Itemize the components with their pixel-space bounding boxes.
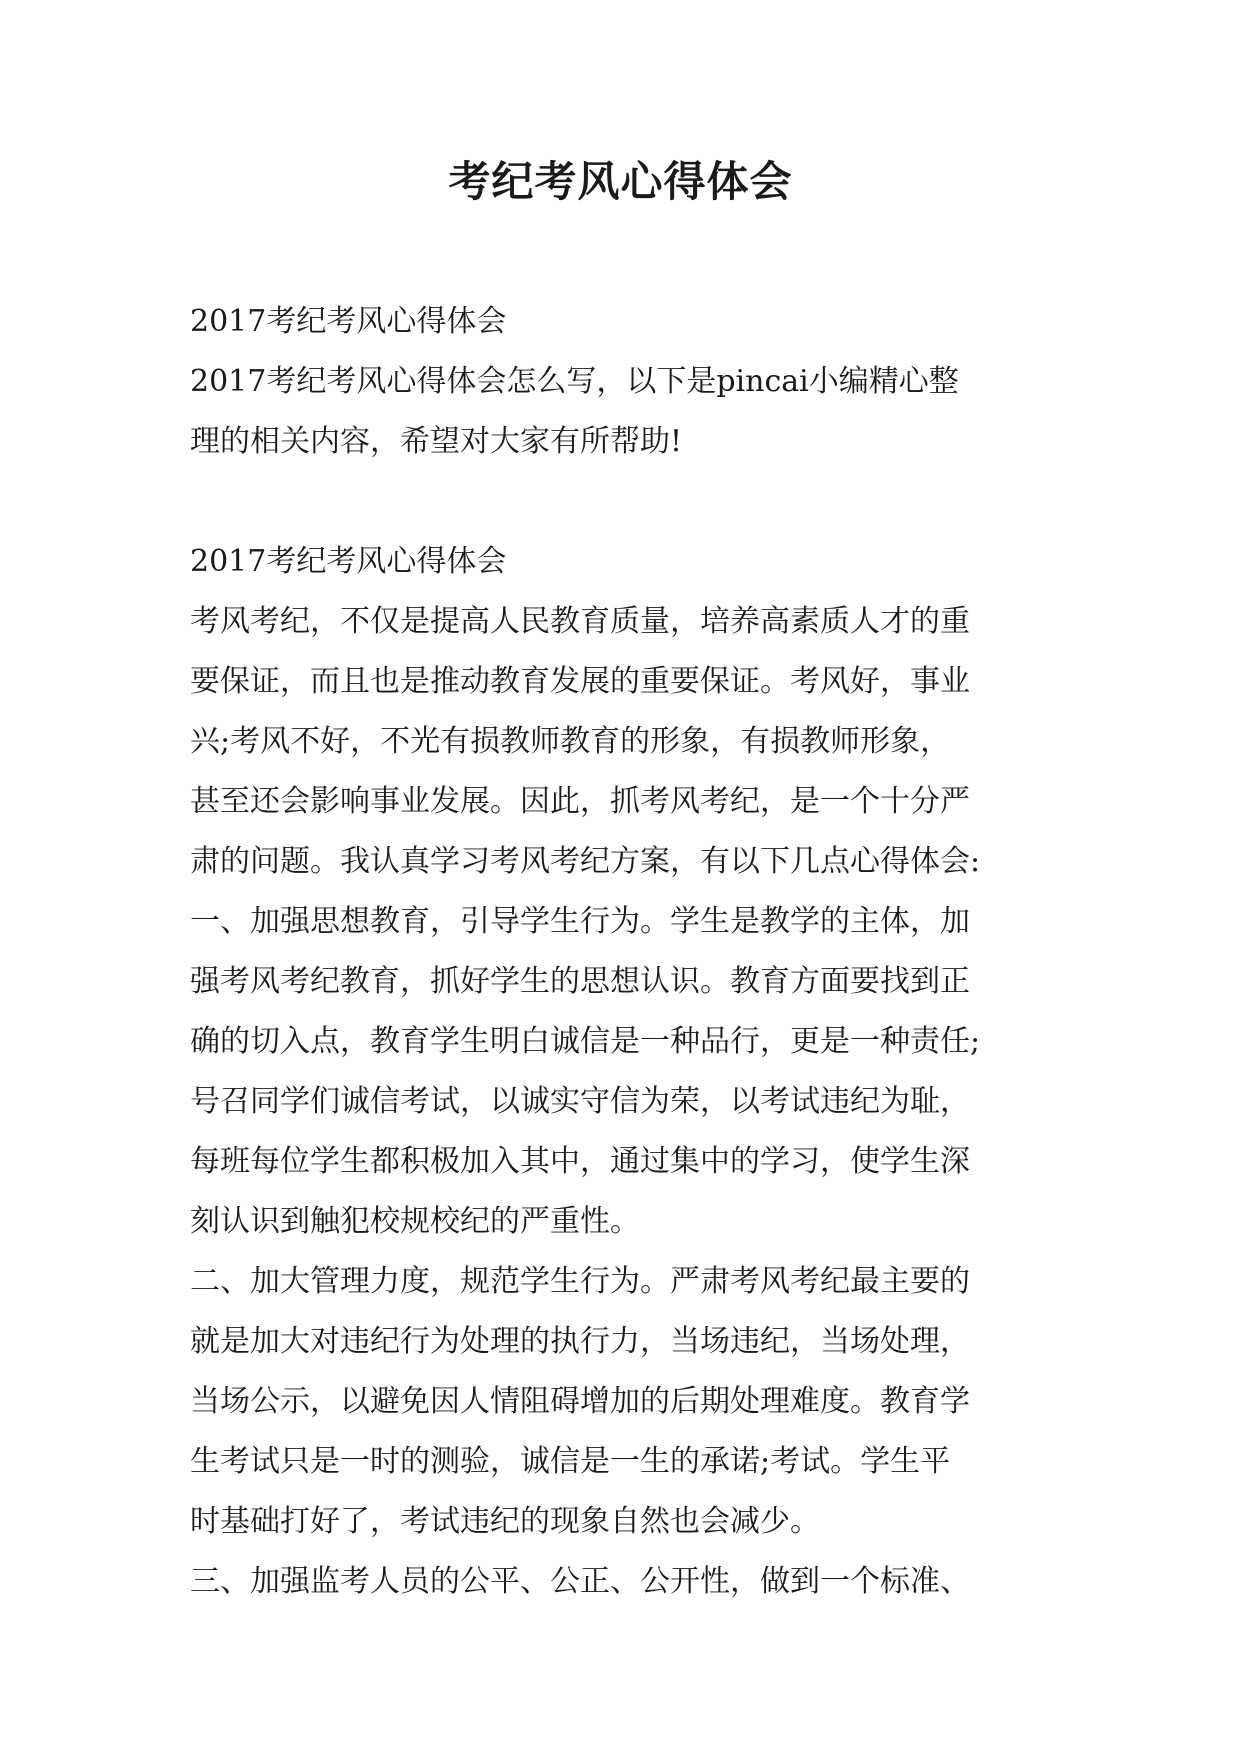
body-line: 甚至还会影响事业发展。因此，抓考风考纪，是一个十分严	[190, 784, 970, 819]
body-line: 要保证，而且也是推动教育发展的重要保证。考风好，事业	[190, 664, 970, 699]
body-line: 理的相关内容，希望对大家有所帮助!	[190, 424, 683, 459]
body-line: 三、加强监考人员的公平、公正、公开性，做到一个标准、	[190, 1564, 970, 1599]
body-line: 强考风考纪教育，抓好学生的思想认识。教育方面要找到正	[190, 964, 970, 999]
body-line: 就是加大对违纪行为处理的执行力，当场违纪，当场处理，	[190, 1324, 970, 1359]
body-line: 当场公示，以避免因人情阻碍增加的后期处理难度。教育学	[190, 1384, 970, 1419]
body-line: 二、加大管理力度，规范学生行为。严肃考风考纪最主要的	[190, 1264, 970, 1299]
document-body	[190, 292, 1060, 1612]
document-title: 考纪考风心得体会	[448, 157, 793, 206]
body-line: 考风考纪，不仅是提高人民教育质量，培养高素质人才的重	[190, 604, 970, 639]
body-line: 2017考纪考风心得体会怎么写，以下是pincai小编精心整	[190, 364, 959, 399]
body-line: 2017考纪考风心得体会	[190, 544, 507, 579]
body-line: 一、加强思想教育，引导学生行为。学生是教学的主体，加	[190, 904, 970, 939]
body-line: 生考试只是一时的测验，诚信是一生的承诺;考试。学生平	[190, 1444, 951, 1479]
body-line: 肃的问题。我认真学习考风考纪方案，有以下几点心得体会:	[190, 844, 981, 879]
body-line: 时基础打好了，考试违纪的现象自然也会减少。	[190, 1504, 820, 1539]
body-line: 2017考纪考风心得体会	[190, 304, 507, 339]
body-line: 号召同学们诚信考试，以诚实守信为荣，以考试违纪为耻，	[190, 1084, 970, 1119]
blank-line	[190, 472, 1060, 532]
body-line: 兴;考风不好，不光有损教师教育的形象，有损教师形象，	[190, 724, 951, 759]
body-line: 刻认识到触犯校规校纪的严重性。	[190, 1204, 640, 1239]
body-line: 确的切入点，教育学生明白诚信是一种品行，更是一种责任;	[190, 1024, 981, 1059]
body-line: 每班每位学生都积极加入其中，通过集中的学习，使学生深	[190, 1144, 970, 1179]
